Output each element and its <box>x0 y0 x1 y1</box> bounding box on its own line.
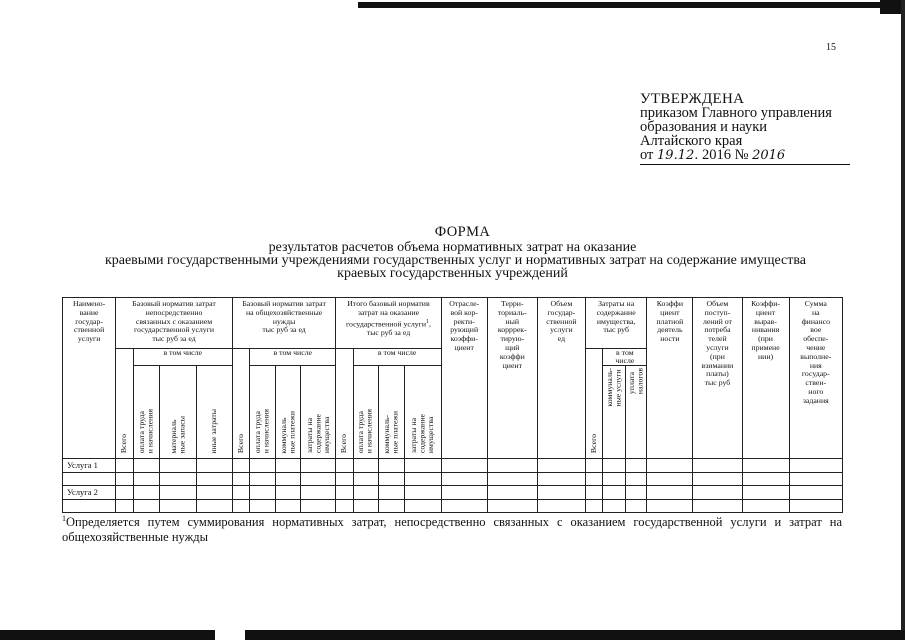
table-cell <box>537 486 585 500</box>
vertical-header-text: Всего <box>119 434 129 454</box>
subheader-taxes <box>625 366 646 459</box>
table-cell <box>275 486 301 500</box>
approval-title: УТВЕРЖДЕНА <box>640 91 745 107</box>
table-cell <box>301 459 336 473</box>
table-cell <box>647 473 693 486</box>
table-cell <box>742 473 789 486</box>
table-cell <box>647 486 693 500</box>
table-cell <box>789 459 842 473</box>
table-cell <box>275 459 301 473</box>
table-cell <box>742 486 789 500</box>
scan-border-right <box>901 0 905 640</box>
header-sum: Сумма на финансо вое обеспе- чение выполне- ния государ- ствен- ного задания <box>789 298 842 459</box>
table-cell <box>250 459 276 473</box>
table-cell <box>133 486 160 500</box>
header-total-base: Итого базовый норматив затрат на оказание государственной услуги$^1$, тыс руб за ед <box>336 298 441 349</box>
subheader-total-4 <box>585 349 602 459</box>
header-maintenance: Затраты на содержание имущества, тыс руб <box>585 298 646 349</box>
subheader-total-2 <box>232 349 249 459</box>
table-cell <box>353 473 379 486</box>
header-volume: Объем государ- ственной услуги ед <box>537 298 585 459</box>
scan-border-top <box>358 2 905 8</box>
table-cell <box>585 486 602 500</box>
page-number: 15 <box>826 42 836 53</box>
scan-border-bottom <box>0 630 905 640</box>
table-cell <box>197 473 233 486</box>
vertical-header-text: уплата налогов <box>626 368 645 395</box>
table-cell <box>336 473 353 486</box>
header-industry-coef: Отрасле- вой кор- ректи- рующий коэффи- циент <box>441 298 487 459</box>
table-cell <box>160 473 197 486</box>
vertical-header-text: материаль ные запасы <box>168 415 187 454</box>
footnote: $^1$Определяется путем суммирования нормативных затрат, непосредственно связанных с оказанием государственной услуги и затрат на общехозяйственные нужды <box>62 514 842 545</box>
header-paid-coef: Коэффи циент платной деятель ности <box>647 298 693 459</box>
header-service: Наимено- вание государ- ственной услуги <box>63 298 116 459</box>
table-cell <box>197 459 233 473</box>
approval-line-3: Алтайского края <box>640 133 743 149</box>
table-cell <box>250 473 276 486</box>
table-cell <box>647 459 693 473</box>
table-cell <box>625 473 646 486</box>
table-row <box>63 459 843 473</box>
form-title-line-1: результатов расчетов объема нормативных затрат на оказание <box>268 240 637 255</box>
table-cell <box>404 486 441 500</box>
form-title-line-3: краевых государственных учреждений <box>337 266 568 281</box>
table-cell <box>537 459 585 473</box>
table-cell <box>232 473 249 486</box>
table-cell <box>441 486 487 500</box>
subheader-property-2 <box>301 366 336 459</box>
handwritten-number: 2016 <box>752 148 786 163</box>
calculation-table <box>62 297 843 513</box>
vertical-header-text: иные затраты <box>209 408 219 454</box>
subheader-utilities-4 <box>603 366 626 459</box>
subheader-utilities-2 <box>275 366 301 459</box>
table-cell <box>789 486 842 500</box>
table-cell <box>116 473 133 486</box>
table-row <box>63 473 843 486</box>
table-cell <box>379 486 405 500</box>
table-cell <box>116 459 133 473</box>
table-cell <box>441 473 487 486</box>
table-cell <box>404 473 441 486</box>
table-cell <box>160 486 197 500</box>
vertical-header-text: Всего <box>339 434 349 454</box>
handwritten-date: 19.12. <box>657 148 699 163</box>
table-cell <box>232 486 249 500</box>
header-base-general: Базовый норматив затрат на общехозяйственные нужды тыс руб за ед <box>232 298 335 349</box>
vertical-header-text: Всего <box>235 434 245 454</box>
table-cell <box>275 473 301 486</box>
header-territorial-coef: Терри- ториаль- ный корррек- тирую- щий коэффи циент <box>487 298 537 459</box>
row-label-2: Услуга 2 <box>63 486 116 500</box>
table-cell <box>487 473 537 486</box>
subheader-other <box>197 366 233 459</box>
table-cell <box>232 459 249 473</box>
table-cell <box>487 459 537 473</box>
approval-stamp <box>640 92 850 165</box>
table-cell <box>404 459 441 473</box>
table-cell <box>353 486 379 500</box>
table-cell <box>116 486 133 500</box>
table-cell <box>301 486 336 500</box>
vertical-header-text: затраты на содержание имущества <box>409 414 435 454</box>
subheader-incl-4: в том числе <box>603 349 647 366</box>
table-cell <box>487 486 537 500</box>
header-base-direct: Базовый норматив затрат непосредственно связанных с оказанием государственной услуги тыс руб за ед <box>116 298 233 349</box>
table-cell <box>603 459 626 473</box>
table-cell <box>160 459 197 473</box>
subheader-wages-1 <box>133 366 160 459</box>
table-cell <box>693 473 742 486</box>
subheader-incl-2: в том числе <box>250 349 336 366</box>
vertical-header-text: коммуналь- ные платежи <box>382 410 400 454</box>
table-cell <box>625 459 646 473</box>
table-cell <box>693 459 742 473</box>
subheader-total-3 <box>336 349 353 459</box>
table-cell <box>789 473 842 486</box>
form-heading: ФОРМА <box>434 224 491 240</box>
table-cell <box>250 486 276 500</box>
table-cell <box>585 473 602 486</box>
table-cell <box>693 486 742 500</box>
table-cell <box>537 473 585 486</box>
subheader-utilities-3 <box>379 366 405 459</box>
vertical-header-text: коммуналь- ные услуги <box>604 368 623 407</box>
subheader-incl-1: в том числе <box>133 349 232 366</box>
table-cell <box>441 459 487 473</box>
table-cell <box>742 459 789 473</box>
table-cell <box>603 473 626 486</box>
table-cell <box>585 459 602 473</box>
approval-date-line: от 19.12. 2016 № 2016 <box>640 148 850 165</box>
table-cell <box>301 473 336 486</box>
header-income: Объем поступ- лений от потреба телей услуги (при взимании платы) тыс руб <box>693 298 742 459</box>
form-title-line-2: краевыми государственными учреждениями государственных услуг и нормативных затрат на содержание имущества <box>104 253 807 268</box>
vertical-header-text: оплата труда и начисления <box>253 408 271 454</box>
vertical-header-text: оплата труда и начисления <box>356 408 374 454</box>
subheader-incl-3: в том числе <box>353 349 441 366</box>
vertical-header-text: затраты на содержание имущества <box>304 414 331 454</box>
row-label-1: Услуга 1 <box>63 459 116 473</box>
vertical-header-text: коммуналь ные платежи <box>278 410 297 454</box>
table-cell <box>63 473 116 486</box>
subheader-property-3 <box>404 366 441 459</box>
header-equalize-coef: Коэффи- циент вырав- нивания (при примене нии) <box>742 298 789 459</box>
subheader-total-1 <box>116 349 133 459</box>
table-cell <box>133 459 160 473</box>
table-cell <box>625 486 646 500</box>
subheader-materials <box>160 366 197 459</box>
table-row <box>63 486 843 500</box>
table-cell <box>336 459 353 473</box>
table-cell <box>379 459 405 473</box>
table-cell <box>133 473 160 486</box>
vertical-header-text: оплата труда и начисления <box>136 408 155 454</box>
subheader-wages-2 <box>250 366 276 459</box>
approval-line-2: образования и науки <box>640 119 768 135</box>
subheader-wages-3 <box>353 366 379 459</box>
table-cell <box>379 473 405 486</box>
approval-line-1: приказом Главного управления <box>640 105 832 121</box>
table-cell <box>603 486 626 500</box>
table-cell <box>197 486 233 500</box>
table-cell <box>336 486 353 500</box>
vertical-header-text: Всего <box>588 434 598 454</box>
table-cell <box>353 459 379 473</box>
